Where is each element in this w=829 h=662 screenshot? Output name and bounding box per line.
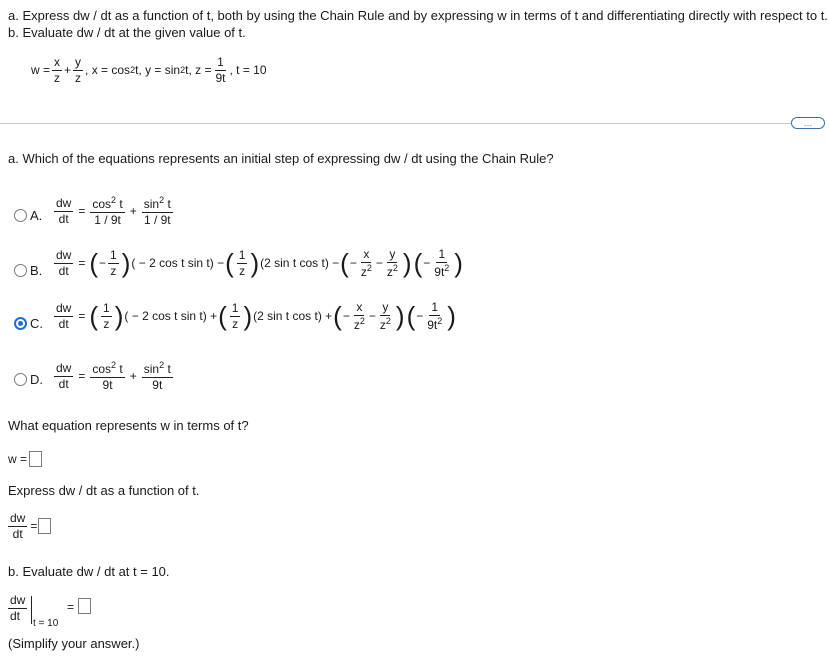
simplify-note: (Simplify your answer.): [8, 636, 140, 651]
option-c-label[interactable]: C.: [30, 316, 43, 331]
option-b-label[interactable]: B.: [30, 263, 43, 278]
given-functions: w = $\frac{x}{z}$ + $\frac{y}{z}$ , x = cos 2 t, y = sin 2 t, z = $\frac{1}{9t}$ , t = 10: [31, 55, 267, 85]
dwdt-answer-row: $\frac{dw}{dt}$ =: [8, 512, 51, 540]
w-answer-input[interactable]: [29, 451, 42, 467]
problem-statement-b: b. Evaluate dw / dt at the given value of t.: [8, 25, 246, 40]
dwdt-value-input[interactable]: [78, 598, 91, 614]
section-divider: [0, 123, 791, 124]
x-over-z: $\frac{x}{z}$: [54, 55, 61, 85]
question-w-in-t: What equation represents w in terms of t?: [8, 418, 249, 433]
option-b-radio[interactable]: [14, 264, 27, 277]
option-a-radio[interactable]: [14, 209, 27, 222]
y-over-z: $\frac{y}{z}$: [75, 55, 82, 85]
one-over-9t: $\frac{1}{9t}$: [215, 55, 226, 85]
option-a-equation: $\frac{dw}{dt}$ = $\frac{\cos^2 t}{1 / 9t}$ + $\frac{\sin^2 t}{1 / 9t}$: [56, 195, 171, 227]
option-b-equation: $\frac{dw}{dt}$ = ( − $\frac{1}{z}$ ) ( − 2 cos t sin t) − ( $\frac{1}{z}$ ) (2 sin t cos t) − ( − $\frac{x}{z^2}$ − $\frac{y}{z^2}$ ) ( − $\frac{1}{9t^2}$ ): [56, 247, 463, 279]
evaluation-subscript: t = 10: [33, 618, 59, 629]
option-c-radio[interactable]: [14, 317, 27, 330]
option-d-equation: $\frac{dw}{dt}$ = $\frac{\cos^2 t}{9t}$ + $\frac{\sin^2 t}{9t}$: [56, 360, 171, 392]
dwdt-answer-input[interactable]: [38, 518, 51, 534]
more-button[interactable]: …: [791, 117, 825, 129]
problem-statement-a: a. Express dw / dt as a function of t, both by using the Chain Rule and by expressing w in terms of t and differentiating directly with respect to t.: [8, 8, 828, 23]
express-label: Express dw / dt as a function of t.: [8, 483, 200, 498]
option-a-label[interactable]: A.: [30, 208, 43, 223]
dwdt-at-t-row: dw dt t = 10 =: [8, 594, 128, 634]
question-chain-rule: a. Which of the equations represents an initial step of expressing dw / dt using the Chain Rule?: [8, 151, 554, 166]
w-answer-row: w =: [8, 451, 42, 467]
evaluate-label: b. Evaluate dw / dt at t = 10.: [8, 564, 170, 579]
option-c-equation: $\frac{dw}{dt}$ = ( $\frac{1}{z}$ ) ( − 2 cos t sin t) + ( $\frac{1}{z}$ ) (2 sin t cos t) + ( − $\frac{x}{z^2}$ − $\frac{y}{z^2}$ ) ( − $\frac{1}{9t^2}$ ): [56, 300, 456, 332]
option-d-label[interactable]: D.: [30, 372, 43, 387]
evaluation-bar: [31, 596, 32, 624]
option-d-radio[interactable]: [14, 373, 27, 386]
